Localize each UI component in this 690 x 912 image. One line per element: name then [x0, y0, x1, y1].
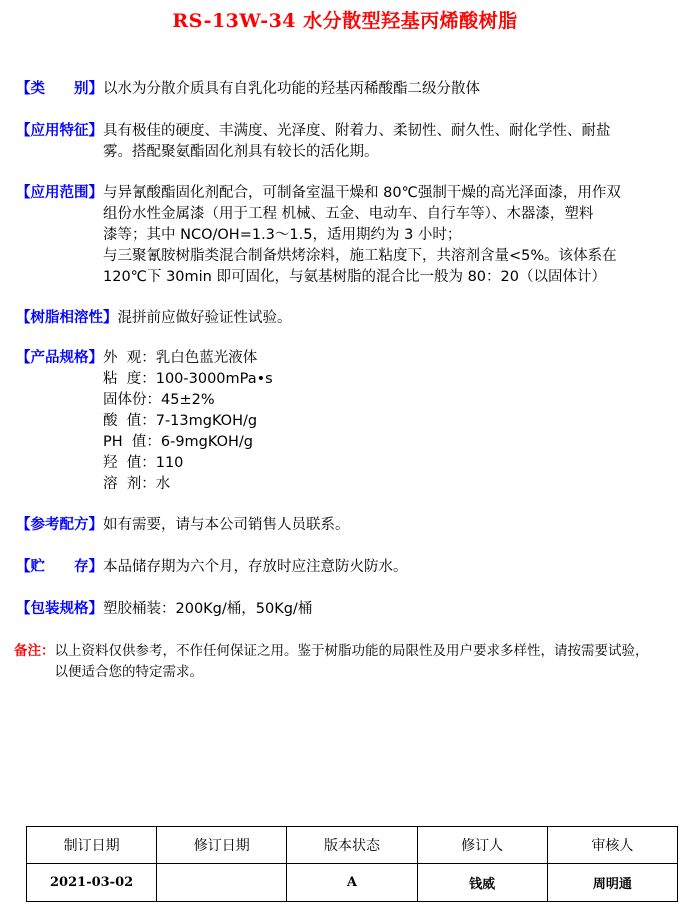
table-row	[27, 864, 678, 902]
header-issue-date: 制订日期	[27, 827, 157, 864]
scope-line: 与三聚氰胺树脂类混合制备烘烤涂料，施工粘度下，共溶剂含量<5%。该体系在	[103, 248, 617, 264]
header-reviser: 修订人	[417, 827, 547, 864]
spec-appearance: 外 观：乳白色蓝光液体	[103, 350, 258, 366]
value-revision-date	[157, 864, 287, 902]
section-compatibility	[16, 308, 676, 329]
value-reviewer: 周明通	[547, 864, 677, 902]
revision-table	[26, 826, 678, 902]
value-version-status: A	[287, 864, 417, 902]
section-category	[16, 79, 676, 100]
features-line: 具有极佳的硬度、丰满度、光泽度、附着力、柔韧性、耐久性、耐化学性、耐盐	[103, 123, 611, 139]
document-title: RS-13W-34 水分散型羟基丙烯酸树脂	[172, 10, 518, 32]
specs-label: 【产品规格】	[16, 350, 103, 366]
note-label: 备注：	[14, 643, 55, 659]
spec-ph: PH 值：6-9mgKOH/g	[103, 434, 253, 450]
section-note	[14, 641, 678, 683]
formula-label: 【参考配方】	[16, 517, 103, 533]
packaging-label: 【包装规格】	[16, 601, 103, 617]
scope-line: 120℃下 30min 即可固化，与氨基树脂的混合比一般为 80：20（以固体计）	[103, 269, 606, 285]
section-storage	[16, 557, 676, 578]
header-revision-date: 修订日期	[157, 827, 287, 864]
compat-text: 混拼前应做好验证性试验。	[117, 310, 292, 326]
header-version-status: 版本状态	[287, 827, 417, 864]
scope-label: 【应用范围】	[16, 185, 103, 201]
spec-solids: 固体份：45±2%	[103, 392, 215, 408]
note-line: 以上资料仅供参考，不作任何保证之用。鉴于树脂功能的局限性及用户要求多样性，请按需要试验，	[54, 643, 649, 659]
scope-line: 漆等；其中 NCO/OH=1.3～1.5，适用期约为 3 小时；	[103, 227, 462, 243]
section-features	[16, 121, 676, 163]
table-header-row	[27, 827, 678, 864]
storage-text: 本品储存期为六个月，存放时应注意防火防水。	[103, 559, 408, 575]
category-label: 【类 别】	[16, 81, 103, 97]
scope-line: 与异氰酸酯固化剂配合，可制备室温干燥和 80℃强制干燥的高光泽面漆，用作双	[103, 185, 621, 201]
formula-text: 如有需要，请与本公司销售人员联系。	[103, 517, 350, 533]
section-specs	[16, 348, 676, 495]
features-label: 【应用特征】	[16, 123, 103, 139]
compat-label: 【树脂相溶性】	[16, 310, 118, 326]
value-issue-date: 2021-03-02	[27, 864, 157, 902]
note-line: 以便适合您的特定需求。	[54, 664, 203, 680]
value-reviser: 钱威	[417, 864, 547, 902]
packaging-text: 塑胶桶装：200Kg/桶，50Kg/桶	[103, 601, 313, 617]
spec-acid-value: 酸 值：7-13mgKOH/g	[103, 413, 258, 429]
header-reviewer: 审核人	[547, 827, 677, 864]
storage-label: 【贮 存】	[16, 559, 103, 575]
section-formula	[16, 515, 676, 536]
spec-hydroxyl-value: 羟 值：110	[103, 455, 184, 471]
spec-viscosity: 粘 度：100-3000mPa•s	[103, 371, 273, 387]
scope-line: 组份水性金属漆（用于工程 机械、五金、电动车、自行车等）、木器漆，塑料	[103, 206, 594, 222]
features-line: 雾。搭配聚氨酯固化剂具有较长的活化期。	[103, 144, 379, 160]
section-packaging	[16, 599, 676, 620]
spec-solvent: 溶 剂：水	[103, 476, 171, 492]
category-text: 以水为分散介质具有自乳化功能的羟基丙稀酸酯二级分散体	[103, 81, 480, 97]
section-scope	[16, 183, 676, 288]
